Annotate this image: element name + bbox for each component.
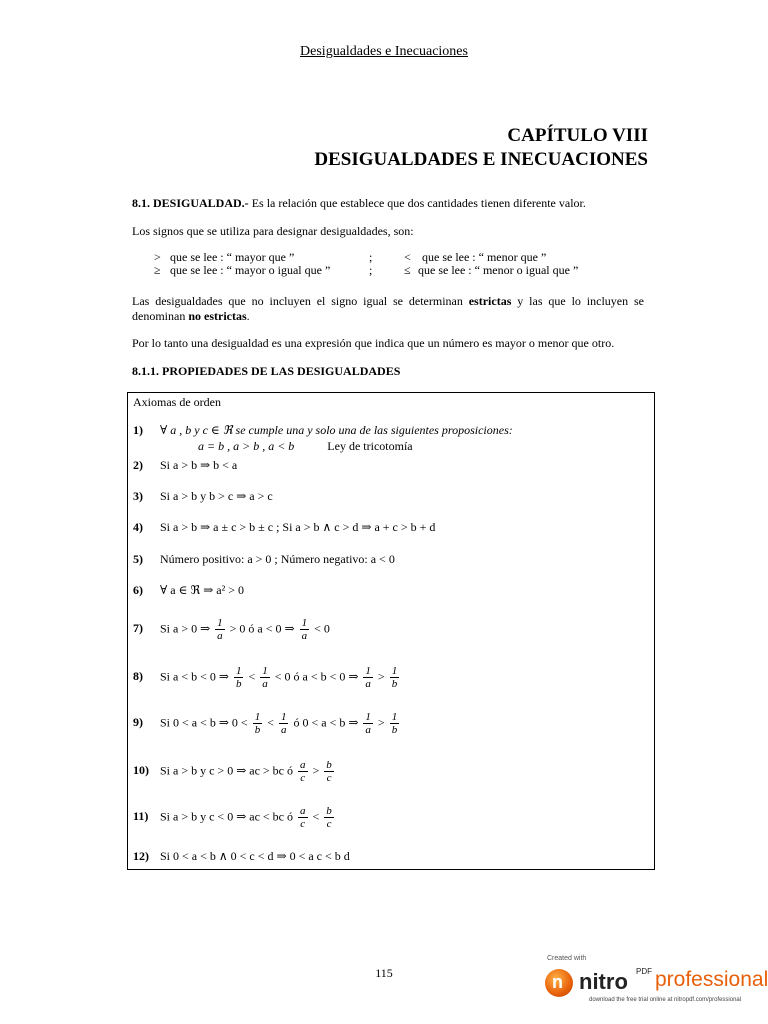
axiom-9 xyxy=(133,711,401,736)
axiom-8 xyxy=(133,665,401,690)
axiom-text: < 0 xyxy=(314,621,330,636)
axiom-text: ∀ a , b y c ∈ ℜ se cumple una y solo una de las siguientes proposiciones: xyxy=(160,423,513,437)
axiom-2 xyxy=(133,458,237,473)
axiom-11 xyxy=(133,805,336,830)
axiom-note: Ley de tricotomía xyxy=(327,439,413,453)
fraction: $\frac{1}{a}$ xyxy=(365,665,371,690)
axiom-text: ó 0 < a < b ⇒ xyxy=(293,715,362,730)
axiom-3 xyxy=(133,489,273,504)
axiom-number: 9) xyxy=(133,715,143,730)
sign-separator: ; xyxy=(369,250,373,264)
sign-symbol: > xyxy=(154,250,161,264)
axiom-1 xyxy=(133,423,513,438)
axiom-text: Si a > b y b > c ⇒ a > c xyxy=(160,489,273,503)
sign-description: que se lee : “ mayor que ” xyxy=(170,250,295,264)
axiom-number: 1) xyxy=(133,423,143,437)
axiom-number: 2) xyxy=(133,458,143,472)
section-heading: 8.1. DESIGUALDAD.- xyxy=(132,196,249,210)
strict-paragraph xyxy=(132,294,644,324)
nitro-ball-icon: n xyxy=(545,969,573,997)
axiom-text: Si a < b < 0 ⇒ xyxy=(160,669,232,684)
fraction: $\frac{1}{a}$ xyxy=(301,617,308,642)
axiom-text: Si a > b ⇒ b < a xyxy=(160,458,238,472)
axioms-title: Axiomas de orden xyxy=(133,395,221,409)
axiom-number: 12) xyxy=(133,849,149,863)
axiom-number: 3) xyxy=(133,489,143,503)
axioms-box xyxy=(127,392,655,870)
logo-product: professional xyxy=(655,968,768,991)
axiom-text: > xyxy=(312,763,320,778)
axiom-text: Si a > b ⇒ a ± c > b ± c ; Si a > b ∧ c > d ⇒ a + c > b + d xyxy=(160,520,436,534)
nitro-pdf-logo xyxy=(545,955,768,1007)
axiom-number: 8) xyxy=(133,669,143,684)
fraction: $\frac{1}{a}$ xyxy=(280,711,287,736)
subsection-heading: 8.1.1. PROPIEDADES DE LAS DESIGUALDADES xyxy=(132,364,401,378)
sign-symbol: ≥ xyxy=(154,263,161,277)
axiom-text: Si a > b y c > 0 ⇒ ac > bc ó xyxy=(160,763,296,778)
axiom-text: > xyxy=(377,669,385,684)
chapter-number: CAPÍTULO VIII xyxy=(507,125,648,146)
axiom-number: 11) xyxy=(133,809,149,824)
strict-text: Las desigualdades que no incluyen el signo igual se determinan xyxy=(132,294,469,308)
axiom-text: < xyxy=(267,715,274,730)
axiom-10 xyxy=(133,759,336,784)
sign-separator: ; xyxy=(369,263,373,277)
axiom-5 xyxy=(133,552,395,567)
axiom-1-cases xyxy=(198,439,413,454)
fraction: $\frac{1}{b}$ xyxy=(254,711,261,736)
sign-description: que se lee : “ menor que ” xyxy=(422,250,547,264)
fraction: $\frac{b}{c}$ xyxy=(326,805,332,830)
fraction: $\frac{b}{c}$ xyxy=(326,759,332,784)
axiom-number: 5) xyxy=(133,552,143,566)
sign-description: que se lee : “ mayor o igual que ” xyxy=(170,263,331,277)
axiom-number: 6) xyxy=(133,583,143,597)
fraction: $\frac{1}{a}$ xyxy=(217,617,223,642)
axiom-text: Si 0 < a < b ⇒ 0 < xyxy=(160,715,248,730)
axiom-text: < xyxy=(248,669,256,684)
axiom-number: 10) xyxy=(133,763,149,778)
sign-symbol: ≤ xyxy=(404,263,411,277)
non-strict-term: no estrictas xyxy=(188,309,247,323)
section-text: Es la relación que establece que dos cantidades tienen diferente valor. xyxy=(251,196,586,210)
axiom-text: ∀ a ∈ ℜ ⇒ a² > 0 xyxy=(160,583,244,597)
sign-symbol: < xyxy=(404,250,411,264)
signs-intro: Los signos que se utiliza para designar desigualdades, son: xyxy=(132,224,414,238)
chapter-title: DESIGUALDADES E INECUACIONES xyxy=(314,149,648,170)
fraction: $\frac{1}{a}$ xyxy=(365,711,371,736)
axiom-12 xyxy=(133,849,350,864)
axiom-4 xyxy=(133,520,435,535)
fraction: $\frac{a}{c}$ xyxy=(300,805,306,830)
strict-term: estrictas xyxy=(468,294,512,308)
axiom-6 xyxy=(133,583,244,598)
axiom-text: < 0 ó a < b < 0 ⇒ xyxy=(274,669,362,684)
axiom-text: Si a > 0 ⇒ xyxy=(160,621,214,636)
page-number: 115 xyxy=(375,966,393,980)
strict-text: y las que lo incluyen se denominan xyxy=(132,294,644,323)
logo-sup: PDF xyxy=(636,967,652,976)
fraction: $\frac{a}{c}$ xyxy=(300,759,306,784)
axiom-number: 4) xyxy=(133,520,143,534)
axiom-text: Número positivo: a > 0 ; Número negativo: a < 0 xyxy=(160,552,395,566)
axiom-7 xyxy=(133,617,330,642)
fraction: $\frac{1}{b}$ xyxy=(391,665,398,690)
strict-text: . xyxy=(246,309,250,323)
fraction: $\frac{1}{b}$ xyxy=(391,711,398,736)
axiom-text: < xyxy=(312,809,320,824)
logo-download-text: download the free trial online at nitropdf.com/professional xyxy=(589,997,742,1003)
logo-brand: nitro xyxy=(579,969,628,994)
axiom-text: > 0 ó a < 0 ⇒ xyxy=(229,621,298,636)
running-header: Desigualdades e Inecuaciones xyxy=(300,44,468,59)
axiom-text: Si 0 < a < b ∧ 0 < c < d ⇒ 0 < a c < b d xyxy=(160,849,350,863)
axiom-text: Si a > b y c < 0 ⇒ ac < bc ó xyxy=(160,809,296,824)
logo-caption: Created with xyxy=(547,955,587,962)
sign-description: que se lee : “ menor o igual que ” xyxy=(418,263,579,277)
section-definition xyxy=(132,196,644,211)
fraction: $\frac{1}{b}$ xyxy=(235,665,242,690)
axiom-text: a = b , a > b , a < b xyxy=(198,439,295,453)
axiom-text: > xyxy=(377,715,385,730)
axiom-number: 7) xyxy=(133,621,143,636)
summary-paragraph: Por lo tanto una desigualdad es una expresión que indica que un número es mayor o menor que otro. xyxy=(132,336,615,350)
fraction: $\frac{1}{a}$ xyxy=(262,665,268,690)
